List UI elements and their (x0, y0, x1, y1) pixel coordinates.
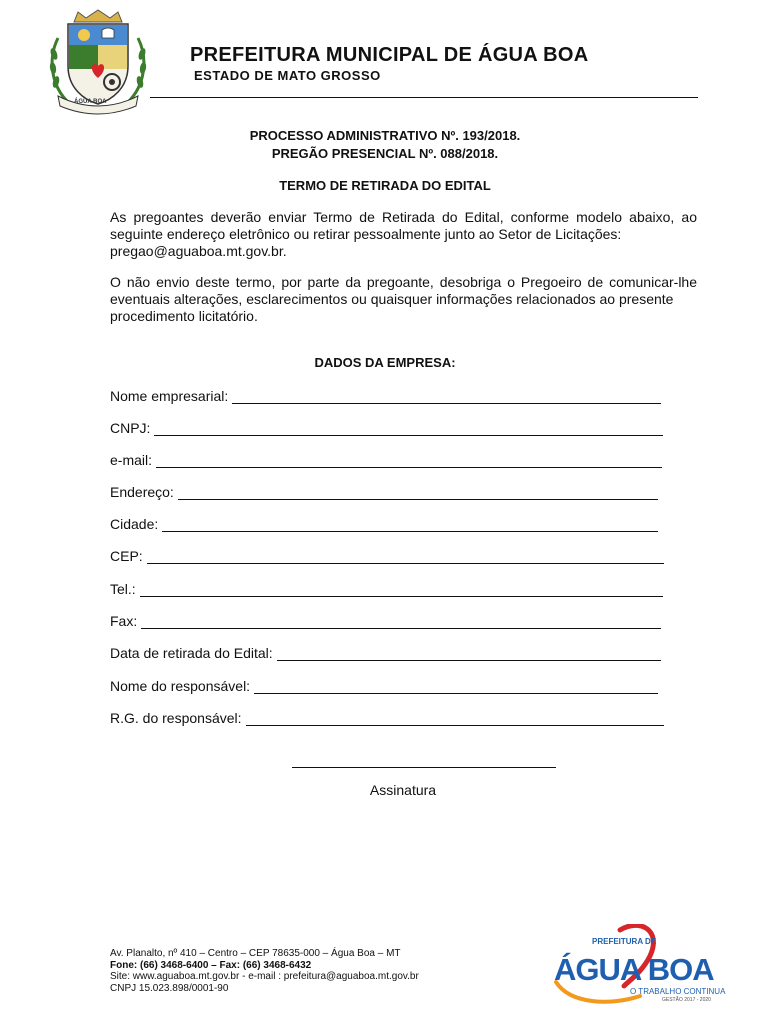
form-label: R.G. do responsável: (110, 710, 242, 726)
footer-phone: Fone: (66) 3468-6400 – Fax: (66) 3468-6432 (110, 959, 312, 971)
notice-body: O não envio deste termo, por parte da pregoante, desobriga o Pregoeiro de comunicar-lhe eventuais alterações, esclarecimentos ou quaisquer informações relacionados ao presente (110, 274, 697, 307)
logo-main-text: ÁGUA BOA (554, 952, 714, 987)
contact-email[interactable]: pregao@aguaboa.mt.gov.br. (110, 243, 287, 259)
fill-line[interactable] (162, 519, 658, 532)
form-field-fax[interactable] (110, 611, 661, 629)
footer-contact (110, 948, 419, 994)
logo-dates: GESTÃO 2017 - 2020 (662, 997, 711, 1003)
form-field-city[interactable] (110, 514, 658, 532)
instructions-body: As pregoantes deverão enviar Termo de Retirada do Edital, conforme modelo abaixo, ao seguinte endereço eletrônico ou retirar pessoalmente junto ao Setor de Licitações: (110, 209, 697, 242)
fill-line[interactable] (178, 487, 658, 500)
form-field-cep[interactable] (110, 546, 664, 564)
term-title: TERMO DE RETIRADA DO EDITAL (279, 178, 491, 193)
agua-boa-logo (550, 924, 725, 1006)
page-subtitle: ESTADO DE MATO GROSSO (194, 68, 381, 83)
form-label: CNPJ: (110, 420, 151, 436)
fill-line[interactable] (254, 681, 658, 694)
form-field-address[interactable] (110, 482, 658, 500)
logo-top-text: PREFEITURA DE (592, 937, 657, 946)
page-title: PREFEITURA MUNICIPAL DE ÁGUA BOA (190, 44, 589, 66)
instructions-paragraph (110, 209, 697, 260)
form-field-retrieval-date[interactable] (110, 643, 661, 661)
notice-paragraph (110, 274, 697, 325)
form-label: Data de retirada do Edital: (110, 645, 273, 661)
fill-line[interactable] (232, 391, 661, 404)
fill-line[interactable] (156, 455, 662, 468)
form-field-responsible-rg[interactable] (110, 708, 664, 726)
footer-address: Av. Planalto, nº 410 – Centro – CEP 78635-000 – Água Boa – MT (110, 948, 401, 959)
form-field-cnpj[interactable] (110, 418, 663, 436)
form-label: e-mail: (110, 452, 153, 468)
form-label: Nome do responsável: (110, 678, 251, 694)
company-section-title: DADOS DA EMPRESA: (314, 355, 456, 370)
form-label: Cidade: (110, 516, 159, 532)
process-number: PROCESSO ADMINISTRATIVO Nº. 193/2018. (249, 128, 521, 143)
signature-line[interactable] (292, 767, 556, 768)
fill-line[interactable] (140, 584, 663, 597)
crest-ribbon-text: ÁGUA BOA (74, 99, 107, 105)
footer-cnpj: CNPJ 15.023.898/0001-90 (110, 982, 229, 994)
logo-slogan: O TRABALHO CONTINUA (630, 987, 726, 996)
fill-line[interactable] (141, 616, 661, 629)
footer-site[interactable]: Site: www.aguaboa.mt.gov.br - e-mail : prefeitura@aguaboa.mt.gov.br (110, 971, 419, 982)
form-field-company-name[interactable] (110, 386, 661, 404)
form-field-phone[interactable] (110, 579, 663, 597)
form-field-responsible-name[interactable] (110, 676, 658, 694)
header-divider (150, 97, 698, 98)
form-label: CEP: (110, 548, 143, 564)
form-label: Fax: (110, 613, 138, 629)
fill-line[interactable] (147, 551, 664, 564)
form-field-email[interactable] (110, 450, 662, 468)
fill-line[interactable] (154, 423, 663, 436)
notice-last-line: procedimento licitatório. (110, 308, 258, 324)
form-label: Tel.: (110, 581, 136, 597)
form-label: Nome empresarial: (110, 388, 229, 404)
fill-line[interactable] (246, 713, 664, 726)
auction-number: PREGÃO PRESENCIAL Nº. 088/2018. (271, 146, 499, 161)
fill-line[interactable] (277, 648, 661, 661)
form-label: Endereço: (110, 484, 174, 500)
signature-label: Assinatura (369, 782, 437, 798)
